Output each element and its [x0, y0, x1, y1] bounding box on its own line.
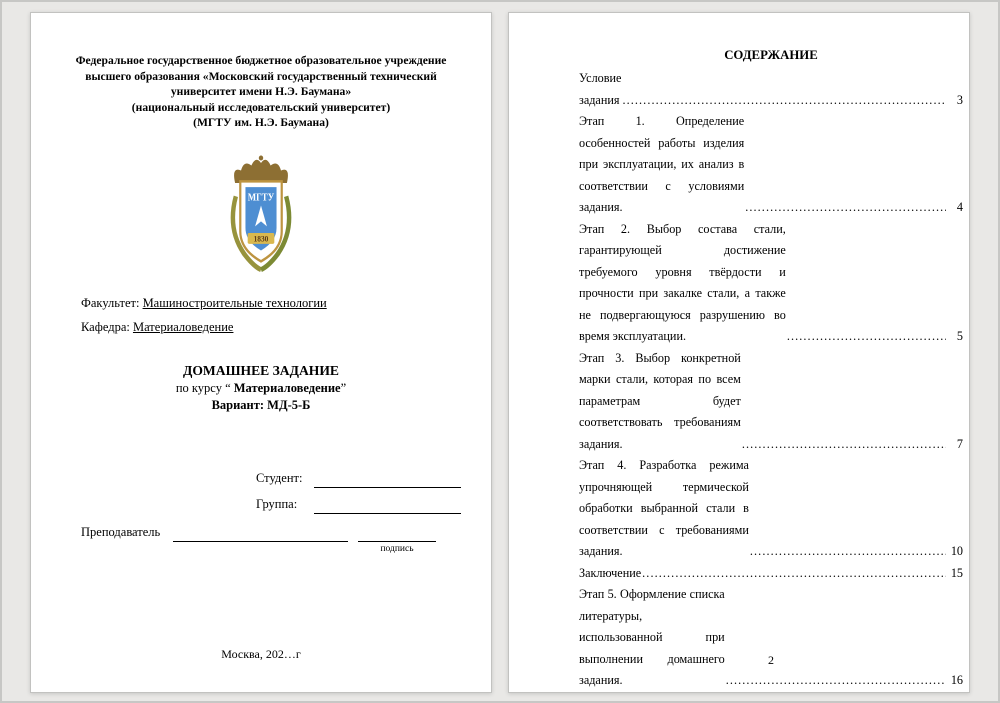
university-header-line: высшего образования «Московский государственный технический: [85, 69, 437, 83]
toc-entry: [579, 455, 963, 563]
toc-entry: [579, 68, 963, 111]
toc-dot-leader: [750, 541, 946, 563]
eagle-crown-icon: [259, 155, 263, 160]
toc-entry-text: Этап 4. Разработка режима упрочняющей термической обработки выбранной стали в соответствии с требованиями задания.: [579, 458, 749, 558]
toc-entry-text: Заключение: [579, 565, 642, 580]
toc-entry: [579, 563, 963, 585]
toc-entry: [579, 219, 963, 348]
city-year-footer: Москва, 202…г: [221, 647, 301, 661]
toc-entry-page: 7: [956, 436, 963, 451]
toc-dot-leader: [642, 563, 946, 585]
toc-entry-page: 4: [956, 200, 963, 214]
toc-entry-page: 10: [950, 544, 963, 558]
teacher-blank-line: [173, 524, 348, 542]
toc-dot-leader: [745, 197, 946, 219]
toc-dot-leader: [787, 326, 946, 348]
emblem-year-text: 1830: [253, 233, 269, 244]
signature-blank-line: [358, 524, 436, 542]
toc-entry-text: Этап 3. Выбор конкретной марки стали, которая по всем параметрам будет соответствовать требованиям задания.: [579, 350, 741, 451]
department-block: [81, 291, 461, 339]
course-line: [61, 380, 461, 397]
toc-dot-leader: [726, 670, 946, 692]
toc-entry-page: 15: [950, 565, 963, 580]
department-label: Кафедра:: [81, 319, 130, 334]
signature-caption: подпись: [380, 543, 414, 554]
university-header-line: (МГТУ им. Н.Э. Баумана): [193, 116, 329, 130]
group-blank-line: [314, 497, 461, 514]
faculty-line: [81, 291, 461, 315]
student-label: Студент:: [256, 470, 303, 485]
assignment-title: ДОМАШНЕЕ ЗАДАНИЕ: [183, 362, 339, 378]
emblem-abbr-text: МГТУ: [247, 193, 275, 204]
group-label: Группа:: [256, 496, 298, 511]
toc-entry-text: Этап 1. Определение особенностей работы изделия при эксплуатации, их анализ в соответствии с условиями задания.: [579, 114, 745, 214]
university-header-line: (национальный исследовательский университет): [131, 100, 391, 114]
toc-entry: [579, 584, 963, 692]
department-value: Материаловедение: [132, 319, 234, 334]
university-header-line: университет имени Н.Э. Баумана»: [170, 85, 352, 99]
university-header-line: Федеральное государственное бюджетное образовательное учреждение: [75, 54, 447, 67]
toc-title: СОДЕРЖАНИЕ: [724, 48, 818, 62]
double-eagle-icon: [234, 160, 288, 183]
course-prefix: по курсу “: [175, 380, 234, 395]
teacher-label: Преподаватель: [81, 524, 161, 539]
toc-entry-text: Этап 2. Выбор состава стали, гарантирующей достижение требуемого уровня твёрдости и прочности при закалке стали, а также не подвергающуюся разрушению во время эксплуатации.: [579, 221, 786, 343]
faculty-value: Машиностроительные технологии: [142, 295, 327, 310]
student-row: [256, 466, 461, 488]
toc-dot-leader: [622, 90, 946, 112]
toc-entry-page: 3: [956, 92, 963, 107]
university-header: [61, 53, 461, 131]
toc-entry: [579, 111, 963, 219]
page-number: 2: [768, 653, 774, 667]
toc-page: [508, 12, 970, 693]
university-emblem: [61, 153, 461, 273]
student-block: [256, 466, 461, 514]
title-page: [30, 12, 492, 693]
course-suffix: ”: [340, 380, 347, 395]
toc-entry-text: Этап 5. Оформление списка литературы, использованной при выполнении домашнего задания.: [579, 587, 725, 687]
student-blank-line: [314, 471, 461, 488]
department-line: [81, 315, 461, 339]
course-name: Материаловедение: [233, 380, 341, 395]
toc-dot-leader: [742, 434, 946, 456]
signature-column: [358, 524, 436, 554]
emblem-graphic: [224, 153, 298, 273]
teacher-row: [81, 524, 436, 554]
toc-entry-page: 5: [956, 329, 963, 343]
toc-entry-page: 16: [950, 673, 963, 687]
variant-line: Вариант: МД-5-Б: [211, 397, 311, 412]
toc-entry: [579, 348, 963, 456]
faculty-label: Факультет:: [81, 295, 140, 310]
toc-entry-text: Условие задания: [579, 71, 622, 107]
group-row: [256, 492, 461, 514]
